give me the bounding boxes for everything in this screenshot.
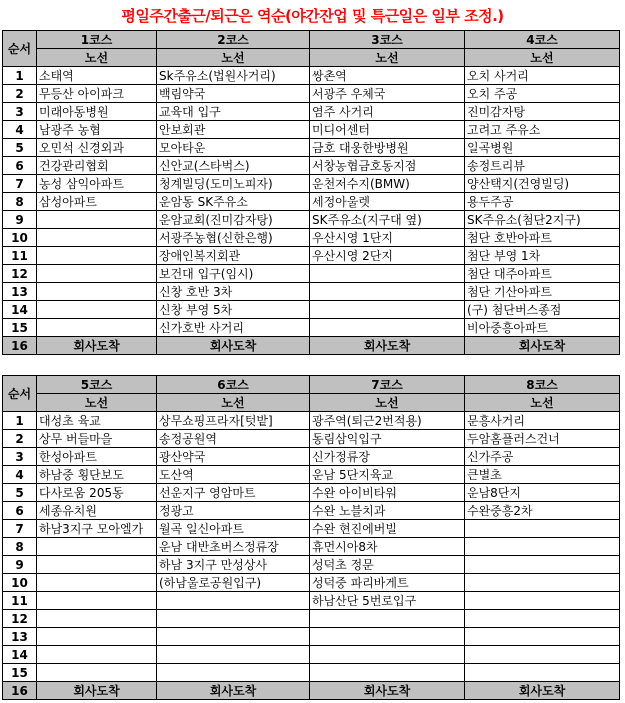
table-row (3, 412, 620, 430)
stop-cell: 용두주공 (465, 193, 620, 211)
stop-cell: 우산시영 1단지 (310, 229, 465, 247)
stop-cell (157, 610, 310, 628)
stop-cell (310, 319, 465, 337)
route-header: 노선 (310, 394, 465, 412)
stop-cell: 정광고 (157, 502, 310, 520)
course-header: 4코스 (465, 31, 620, 49)
stop-cell: 보건대 입구(임시) (157, 265, 310, 283)
table-row (3, 574, 620, 592)
table-row (3, 67, 620, 85)
stop-cell (465, 664, 620, 682)
row-number: 5 (3, 139, 37, 157)
stop-cell (465, 574, 620, 592)
stop-cell: (구) 첨단버스종점 (465, 301, 620, 319)
stop-cell (37, 664, 157, 682)
stop-cell: 첨단 대주아파트 (465, 265, 620, 283)
table-row (3, 538, 620, 556)
sequence-header: 순서 (3, 376, 37, 412)
route-header: 노선 (465, 49, 620, 67)
stop-cell (465, 556, 620, 574)
table-row (3, 430, 620, 448)
stop-cell: (하남울로공원입구) (157, 574, 310, 592)
stop-cell: 첨단 호반아파트 (465, 229, 620, 247)
table-row (3, 85, 620, 103)
stop-cell (37, 265, 157, 283)
table-row (3, 556, 620, 574)
row-number: 14 (3, 646, 37, 664)
stop-cell: Sk주유소(법원사거리) (157, 67, 310, 85)
stop-cell: 염주 사거리 (310, 103, 465, 121)
stop-cell: 도산역 (157, 466, 310, 484)
stop-cell: 대성초 육교 (37, 412, 157, 430)
row-number: 15 (3, 319, 37, 337)
stop-cell: 수완 아이비타워 (310, 484, 465, 502)
row-number: 2 (3, 430, 37, 448)
sequence-header: 순서 (3, 31, 37, 67)
route-header: 노선 (157, 49, 310, 67)
stop-cell: 삼성아파트 (37, 193, 157, 211)
stop-cell (310, 610, 465, 628)
schedule-table-2-body (3, 376, 620, 700)
stop-cell: 광주역(퇴근2번적용) (310, 412, 465, 430)
row-number: 15 (3, 664, 37, 682)
stop-cell: 안보회관 (157, 121, 310, 139)
stop-cell (37, 211, 157, 229)
row-number: 1 (3, 412, 37, 430)
row-number: 13 (3, 628, 37, 646)
stop-cell: SK주유소(지구대 옆) (310, 211, 465, 229)
stop-cell: 오치 주공 (465, 85, 620, 103)
row-number: 5 (3, 484, 37, 502)
stop-cell: 운남 대반초버스정류장 (157, 538, 310, 556)
row-number: 8 (3, 193, 37, 211)
course-header-row (3, 376, 620, 394)
stop-cell: 양산택지(건영빌딩) (465, 175, 620, 193)
stop-cell (465, 646, 620, 664)
stop-cell: 신안교(스타벅스) (157, 157, 310, 175)
row-number: 6 (3, 157, 37, 175)
stop-cell: 진미감자탕 (465, 103, 620, 121)
row-number: 12 (3, 610, 37, 628)
stop-cell: 남광주 농협 (37, 121, 157, 139)
stop-cell: 건강관리협회 (37, 157, 157, 175)
stop-cell: 문흥사거리 (465, 412, 620, 430)
arrival-cell: 회사도착 (157, 337, 310, 355)
stop-cell (465, 628, 620, 646)
stop-cell: 무등산 아이파크 (37, 85, 157, 103)
course-header: 6코스 (157, 376, 310, 394)
stop-cell (465, 520, 620, 538)
stop-cell: 운천저수지(BMW) (310, 175, 465, 193)
row-number: 14 (3, 301, 37, 319)
stop-cell: 우산시영 2단지 (310, 247, 465, 265)
stop-cell (310, 283, 465, 301)
stop-cell: 휴먼시아8차 (310, 538, 465, 556)
course-header: 1코스 (37, 31, 157, 49)
schedule-table-1 (2, 30, 620, 355)
stop-cell (465, 538, 620, 556)
route-header: 노선 (37, 394, 157, 412)
table-row (3, 466, 620, 484)
arrival-row (3, 682, 620, 700)
row-number: 11 (3, 247, 37, 265)
stop-cell (465, 592, 620, 610)
stop-cell (37, 538, 157, 556)
stop-cell (465, 610, 620, 628)
table-row (3, 121, 620, 139)
row-number: 9 (3, 556, 37, 574)
stop-cell: 하남 3지구 만성상사 (157, 556, 310, 574)
table-row (3, 247, 620, 265)
stop-cell: 두암홈플러스건너 (465, 430, 620, 448)
stop-cell (37, 556, 157, 574)
route-header: 노선 (465, 394, 620, 412)
stop-cell: 백림약국 (157, 85, 310, 103)
stop-cell: 상무쇼핑프라자[텃밭] (157, 412, 310, 430)
stop-cell: 운남8단지 (465, 484, 620, 502)
stop-cell: 첨단 기산아파트 (465, 283, 620, 301)
table-row (3, 610, 620, 628)
stop-cell: 수완 노블치과 (310, 502, 465, 520)
stop-cell: 성덕초 정문 (310, 556, 465, 574)
route-header-row (3, 394, 620, 412)
stop-cell: 월곡 일신아파트 (157, 520, 310, 538)
stop-cell: 광산약국 (157, 448, 310, 466)
stop-cell (157, 628, 310, 646)
stop-cell: 동림삼익입구 (310, 430, 465, 448)
stop-cell (310, 646, 465, 664)
stop-cell: 신가정류장 (310, 448, 465, 466)
table-row (3, 157, 620, 175)
stop-cell (37, 574, 157, 592)
course-header: 8코스 (465, 376, 620, 394)
course-header: 5코스 (37, 376, 157, 394)
stop-cell (37, 646, 157, 664)
stop-cell: 고려고 주유소 (465, 121, 620, 139)
arrival-cell: 회사도착 (310, 337, 465, 355)
table-row (3, 484, 620, 502)
schedule-table-1-body (3, 31, 620, 355)
route-header: 노선 (37, 49, 157, 67)
stop-cell: 오민석 신경외과 (37, 139, 157, 157)
stop-cell: 쌍촌역 (310, 67, 465, 85)
page-title: 평일주간출근/퇴근은 역순(야간잔업 및 특근일은 일부 조정.) (121, 6, 504, 25)
table-row (3, 502, 620, 520)
stop-cell: 수완중흥2차 (465, 502, 620, 520)
stop-cell: 성덕중 파리바게트 (310, 574, 465, 592)
schedule-table-2 (2, 375, 620, 700)
stop-cell (37, 592, 157, 610)
stop-cell: 모아타운 (157, 139, 310, 157)
stop-cell: 하남산단 5번로입구 (310, 592, 465, 610)
stop-cell: 선운지구 영암마트 (157, 484, 310, 502)
stop-cell: 세종유치원 (37, 502, 157, 520)
arrival-row-number: 16 (3, 682, 37, 700)
stop-cell: 세정아울렛 (310, 193, 465, 211)
stop-cell: 운암동 SK주유소 (157, 193, 310, 211)
stop-cell: 신가주공 (465, 448, 620, 466)
table-row (3, 301, 620, 319)
route-header: 노선 (157, 394, 310, 412)
stop-cell: 송정공원역 (157, 430, 310, 448)
arrival-cell: 회사도착 (465, 337, 620, 355)
row-number: 3 (3, 103, 37, 121)
table-row (3, 646, 620, 664)
stop-cell: 한성아파트 (37, 448, 157, 466)
row-number: 7 (3, 175, 37, 193)
stop-cell: 미디어센터 (310, 121, 465, 139)
row-number: 3 (3, 448, 37, 466)
stop-cell (157, 592, 310, 610)
stop-cell: SK주유소(첨단2지구) (465, 211, 620, 229)
row-number: 1 (3, 67, 37, 85)
stop-cell (37, 229, 157, 247)
row-number: 8 (3, 538, 37, 556)
stop-cell: 교육대 입구 (157, 103, 310, 121)
stop-cell (310, 628, 465, 646)
arrival-row-number: 16 (3, 337, 37, 355)
stop-cell: 미래아동병원 (37, 103, 157, 121)
stop-cell: 농성 삼익아파트 (37, 175, 157, 193)
stop-cell: 금호 대웅한방병원 (310, 139, 465, 157)
stop-cell (37, 283, 157, 301)
table-row (3, 628, 620, 646)
stop-cell: 송정트리뷰 (465, 157, 620, 175)
row-number: 11 (3, 592, 37, 610)
table-row (3, 520, 620, 538)
table-row (3, 103, 620, 121)
row-number: 2 (3, 85, 37, 103)
stop-cell: 다사로움 205동 (37, 484, 157, 502)
route-header-row (3, 49, 620, 67)
table-row (3, 448, 620, 466)
stop-cell: 장애인복지회관 (157, 247, 310, 265)
arrival-cell: 회사도착 (37, 682, 157, 700)
stop-cell: 신창 부영 5차 (157, 301, 310, 319)
stop-cell (37, 610, 157, 628)
arrival-cell: 회사도착 (157, 682, 310, 700)
stop-cell (37, 301, 157, 319)
table-row (3, 319, 620, 337)
stop-cell: 청계빌딩(도미노피자) (157, 175, 310, 193)
stop-cell (310, 265, 465, 283)
arrival-cell: 회사도착 (465, 682, 620, 700)
table-row (3, 211, 620, 229)
table-row (3, 193, 620, 211)
arrival-row (3, 337, 620, 355)
stop-cell (157, 646, 310, 664)
stop-cell (310, 301, 465, 319)
stop-cell: 서광주 우체국 (310, 85, 465, 103)
stop-cell: 비아중흥아파트 (465, 319, 620, 337)
stop-cell: 일곡병원 (465, 139, 620, 157)
stop-cell (37, 319, 157, 337)
row-number: 10 (3, 574, 37, 592)
course-header: 7코스 (310, 376, 465, 394)
table-row (3, 139, 620, 157)
course-header: 3코스 (310, 31, 465, 49)
stop-cell: 하남3지구 모아엘가 (37, 520, 157, 538)
stop-cell: 하남중 횡단보도 (37, 466, 157, 484)
row-number: 13 (3, 283, 37, 301)
stop-cell (310, 664, 465, 682)
arrival-cell: 회사도착 (37, 337, 157, 355)
stop-cell: 소태역 (37, 67, 157, 85)
course-header-row (3, 31, 620, 49)
table-row (3, 229, 620, 247)
stop-cell: 서광주농협(신한은행) (157, 229, 310, 247)
stop-cell: 신창 호반 3차 (157, 283, 310, 301)
row-number: 6 (3, 502, 37, 520)
table-row (3, 283, 620, 301)
row-number: 4 (3, 121, 37, 139)
table-row (3, 664, 620, 682)
arrival-cell: 회사도착 (310, 682, 465, 700)
row-number: 10 (3, 229, 37, 247)
stop-cell: 신가호반 사거리 (157, 319, 310, 337)
stop-cell (37, 247, 157, 265)
stop-cell (37, 628, 157, 646)
table-row (3, 265, 620, 283)
row-number: 12 (3, 265, 37, 283)
stop-cell: 큰별초 (465, 466, 620, 484)
route-header: 노선 (310, 49, 465, 67)
row-number: 9 (3, 211, 37, 229)
stop-cell: 운암교회(진미감자탕) (157, 211, 310, 229)
stop-cell: 상무 버들마을 (37, 430, 157, 448)
table-row (3, 592, 620, 610)
stop-cell: 첨단 부영 1차 (465, 247, 620, 265)
stop-cell: 서창농협금호동지점 (310, 157, 465, 175)
stop-cell: 수완 현진에버빌 (310, 520, 465, 538)
row-number: 4 (3, 466, 37, 484)
stop-cell: 오치 사거리 (465, 67, 620, 85)
row-number: 7 (3, 520, 37, 538)
table-row (3, 175, 620, 193)
stop-cell (157, 664, 310, 682)
stop-cell: 운남 5단지육교 (310, 466, 465, 484)
course-header: 2코스 (157, 31, 310, 49)
